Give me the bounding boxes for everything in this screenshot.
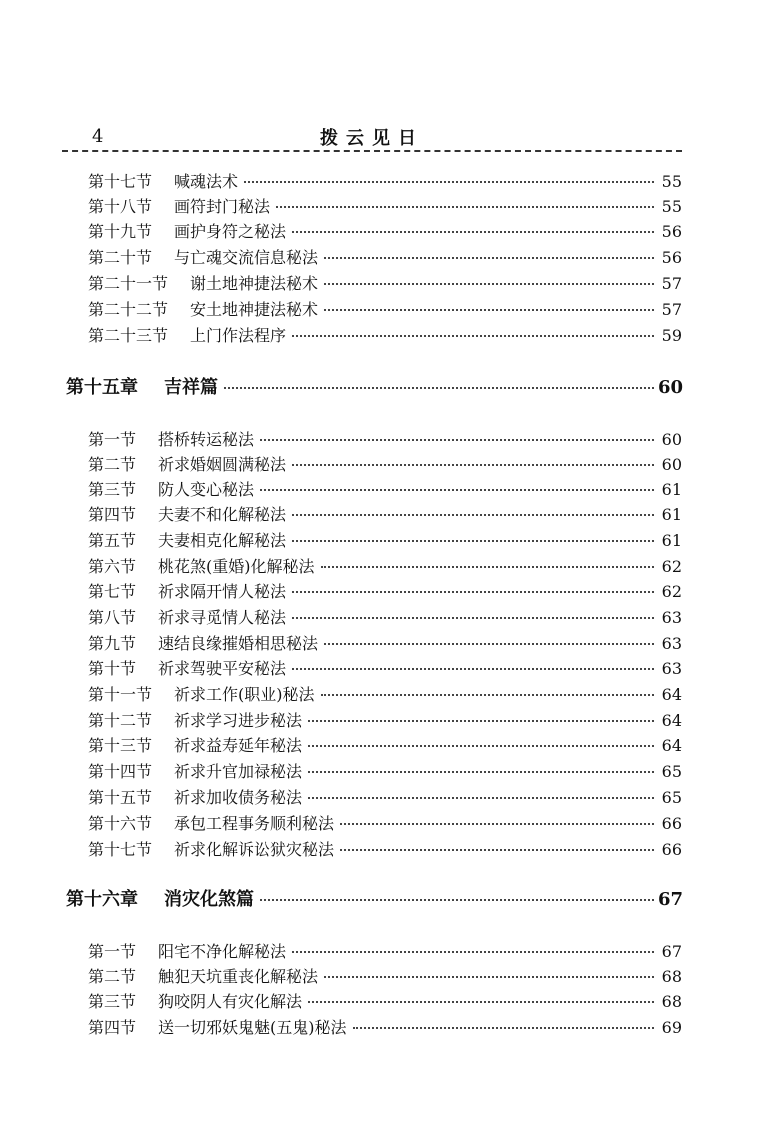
section-title: 画护身符之秘法 [174,222,287,241]
section-page-number: 62 [661,582,682,601]
toc-entry [88,480,682,502]
section-page-number: 64 [661,685,682,704]
toc-entry [88,582,682,604]
toc-entry [88,736,682,758]
section-label: 第二节 [88,967,137,986]
section-label: 第十七节 [88,840,153,859]
dot-leader [308,797,654,799]
section-title: 祈求益寿延年秘法 [174,736,303,755]
section-title: 上门作法程序 [190,326,287,345]
toc-entry [88,455,682,477]
toc-entry [88,762,682,784]
section-page-number: 56 [661,248,682,267]
section-label: 第三节 [88,480,137,499]
section-page-number: 56 [661,222,682,241]
dot-leader [308,1001,654,1003]
section-label: 第二节 [88,455,137,474]
dot-leader [321,694,654,696]
section-label: 第十一节 [88,685,153,704]
toc-entry [88,685,682,707]
toc-entry [88,1018,682,1040]
chapter-page-number: 67 [658,889,684,910]
section-page-number: 60 [661,455,682,474]
section-page-number: 60 [661,430,682,449]
section-page-number: 64 [661,736,682,755]
dot-leader [340,823,654,825]
dot-leader [321,566,654,568]
section-label: 第二十二节 [88,300,169,319]
section-title: 谢土地神捷法秘术 [190,274,319,293]
section-page-number: 61 [661,531,682,550]
section-label: 第十七节 [88,172,153,191]
section-page-number: 61 [661,480,682,499]
toc-entry [88,840,682,862]
section-page-number: 68 [661,992,682,1011]
section-title: 搭桥转运秘法 [158,430,255,449]
toc-entry [88,814,682,836]
section-label: 第六节 [88,557,137,576]
toc-entry [88,659,682,681]
section-page-number: 63 [661,634,682,653]
section-title: 祈求婚姻圆满秘法 [158,455,287,474]
section-page-number: 68 [661,967,682,986]
section-page-number: 66 [661,814,682,833]
section-page-number: 55 [661,197,682,216]
dot-leader [260,899,654,901]
section-page-number: 65 [661,788,682,807]
dot-leader [292,540,654,542]
section-page-number: 63 [661,608,682,627]
section-label: 第十三节 [88,736,153,755]
toc-entry [88,326,682,348]
section-label: 第一节 [88,942,137,961]
dot-leader [292,514,654,516]
section-title: 祈求学习进步秘法 [174,711,303,730]
section-page-number: 66 [661,840,682,859]
section-title: 画符封门秘法 [174,197,271,216]
toc-entry [88,430,682,452]
section-label: 第三节 [88,992,137,1011]
book-title: 拨云见日 [320,128,424,149]
dot-leader [260,489,654,491]
section-page-number: 61 [661,505,682,524]
dot-leader [308,771,654,773]
dot-leader [224,387,654,389]
chapter-label: 第十六章 [66,889,138,910]
dot-leader [292,464,654,466]
section-title: 祈求驾驶平安秘法 [158,659,287,678]
section-label: 第二十三节 [88,326,169,345]
dot-leader [260,439,654,441]
dot-leader [324,643,654,645]
section-title: 安土地神捷法秘术 [190,300,319,319]
section-title: 与亡魂交流信息秘法 [174,248,319,267]
section-title: 祈求化解诉讼狱灾秘法 [174,840,335,859]
chapter-title: 吉祥篇 [164,377,218,398]
dot-leader [324,976,654,978]
toc-entry [88,634,682,656]
section-title: 夫妻相克化解秘法 [158,531,287,550]
toc-entry [88,505,682,527]
chapter-label: 第十五章 [66,377,138,398]
section-title: 阳宅不净化解秘法 [158,942,287,961]
section-label: 第十节 [88,659,137,678]
toc-entry [88,711,682,733]
toc-entry [88,967,682,989]
section-page-number: 63 [661,659,682,678]
chapter-title: 消灾化煞篇 [164,889,254,910]
section-page-number: 69 [661,1018,682,1037]
section-label: 第十四节 [88,762,153,781]
section-label: 第二十一节 [88,274,169,293]
toc-entry [88,531,682,553]
section-page-number: 59 [661,326,682,345]
section-title: 触犯天坑重丧化解秘法 [158,967,319,986]
section-label: 第十八节 [88,197,153,216]
section-title: 狗咬阴人有灾化解法 [158,992,303,1011]
dot-leader [324,309,654,311]
toc-entry [88,197,682,219]
section-page-number: 57 [661,300,682,319]
dot-leader [324,283,654,285]
section-page-number: 55 [661,172,682,191]
dot-leader [340,849,654,851]
section-title: 祈求升官加禄秘法 [174,762,303,781]
page-number: 4 [92,126,104,147]
toc-entry [88,248,682,270]
section-label: 第十九节 [88,222,153,241]
dot-leader [292,231,654,233]
chapter-heading [66,890,682,914]
dot-leader [292,617,654,619]
section-title: 祈求加收债务秘法 [174,788,303,807]
toc-entry [88,274,682,296]
toc-entry [88,992,682,1014]
section-label: 第二十节 [88,248,153,267]
section-page-number: 57 [661,274,682,293]
toc-entry [88,788,682,810]
section-label: 第四节 [88,1018,137,1037]
dot-leader [308,720,654,722]
dot-leader [244,181,654,183]
header-rule [62,150,682,158]
section-label: 第四节 [88,505,137,524]
dot-leader [276,206,654,208]
section-label: 第一节 [88,430,137,449]
section-page-number: 67 [661,942,682,961]
dot-leader [292,668,654,670]
section-title: 喊魂法术 [174,172,239,191]
section-label: 第五节 [88,531,137,550]
toc-entry [88,557,682,579]
section-title: 防人变心秘法 [158,480,255,499]
section-title: 承包工程事务顺利秘法 [174,814,335,833]
section-label: 第八节 [88,608,137,627]
dot-leader [324,257,654,259]
chapter-heading [66,378,682,402]
section-title: 速结良缘摧婚相思秘法 [158,634,319,653]
dot-leader [292,591,654,593]
toc-entry [88,300,682,322]
section-title: 桃花煞(重婚)化解秘法 [158,557,315,576]
section-title: 祈求工作(职业)秘法 [174,685,315,704]
section-page-number: 65 [661,762,682,781]
section-page-number: 64 [661,711,682,730]
dot-leader [353,1027,654,1029]
dot-leader [292,951,654,953]
section-label: 第十五节 [88,788,153,807]
toc-entry [88,942,682,964]
section-label: 第七节 [88,582,137,601]
section-label: 第十六节 [88,814,153,833]
dot-leader [292,335,654,337]
toc-entry [88,222,682,244]
section-title: 祈求隔开情人秘法 [158,582,287,601]
section-title: 送一切邪妖鬼魅(五鬼)秘法 [158,1018,347,1037]
section-label: 第九节 [88,634,137,653]
chapter-page-number: 60 [658,377,684,398]
toc-entry [88,608,682,630]
section-page-number: 62 [661,557,682,576]
section-title: 祈求寻觅情人秘法 [158,608,287,627]
toc-entry [88,172,682,194]
dot-leader [308,745,654,747]
section-label: 第十二节 [88,711,153,730]
section-title: 夫妻不和化解秘法 [158,505,287,524]
